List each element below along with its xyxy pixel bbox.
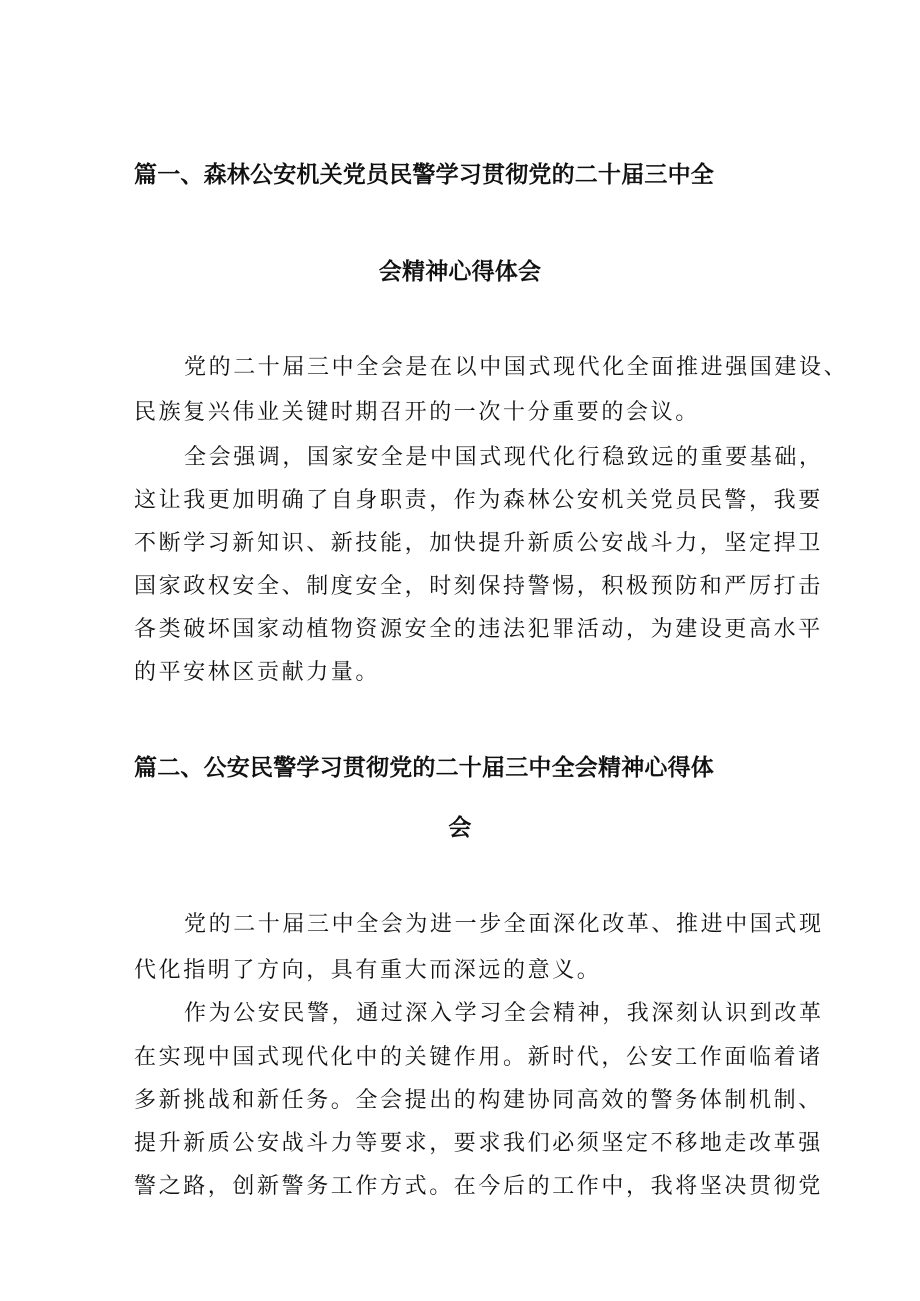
paragraph-line: 民族复兴伟业关键时期召开的一次十分重要的会议。 <box>134 400 700 425</box>
paragraph-line: 警之路，创新警务工作方式。在今后的工作中，我将坚决贯彻党 <box>134 1174 823 1199</box>
paragraph-line: 作为公安民警，通过深入学习全会精神，我深刻认识到改革 <box>184 1001 824 1026</box>
paragraph-line: 党的二十届三中全会是在以中国式现代化全面推进强国建设、 <box>184 355 849 380</box>
section-1-title-line-1: 篇一、森林公安机关党员民警学习贯彻党的二十届三中全 <box>134 162 714 188</box>
paragraph-line: 党的二十届三中全会为进一步全面深化改革、推进中国式现 <box>184 912 824 937</box>
section-1-title-line-2: 会精神心得体会 <box>378 259 542 285</box>
paragraph-line: 提升新质公安战斗力等要求，要求我们必须坚定不移地走改革强 <box>134 1131 823 1156</box>
paragraph-line: 代化指明了方向，具有重大而深远的意义。 <box>134 958 602 983</box>
paragraph-line: 多新挑战和新任务。全会提出的构建协同高效的警务体制机制、 <box>134 1088 823 1113</box>
paragraph-line: 在实现中国式现代化中的关键作用。新时代，公安工作面临着诸 <box>134 1045 823 1070</box>
section-2-title-line-2: 会 <box>448 815 472 841</box>
paragraph-line: 不断学习新知识、新技能，加快提升新质公安战斗力，坚定捍卫 <box>134 531 823 556</box>
paragraph-line: 全会强调，国家安全是中国式现代化行稳致远的重要基础， <box>184 445 824 470</box>
paragraph-line: 这让我更加明确了自身职责，作为森林公安机关党员民警，我要 <box>134 488 823 513</box>
paragraph-line: 各类破坏国家动植物资源安全的违法犯罪活动，为建设更高水平 <box>134 617 823 642</box>
paragraph-line: 国家政权安全、制度安全，时刻保持警惕，积极预防和严厉打击 <box>134 574 823 599</box>
paragraph-line: 的平安林区贡献力量。 <box>134 660 381 685</box>
section-2-title-line-1: 篇二、公安民警学习贯彻党的二十届三中全会精神心得体 <box>134 755 714 781</box>
